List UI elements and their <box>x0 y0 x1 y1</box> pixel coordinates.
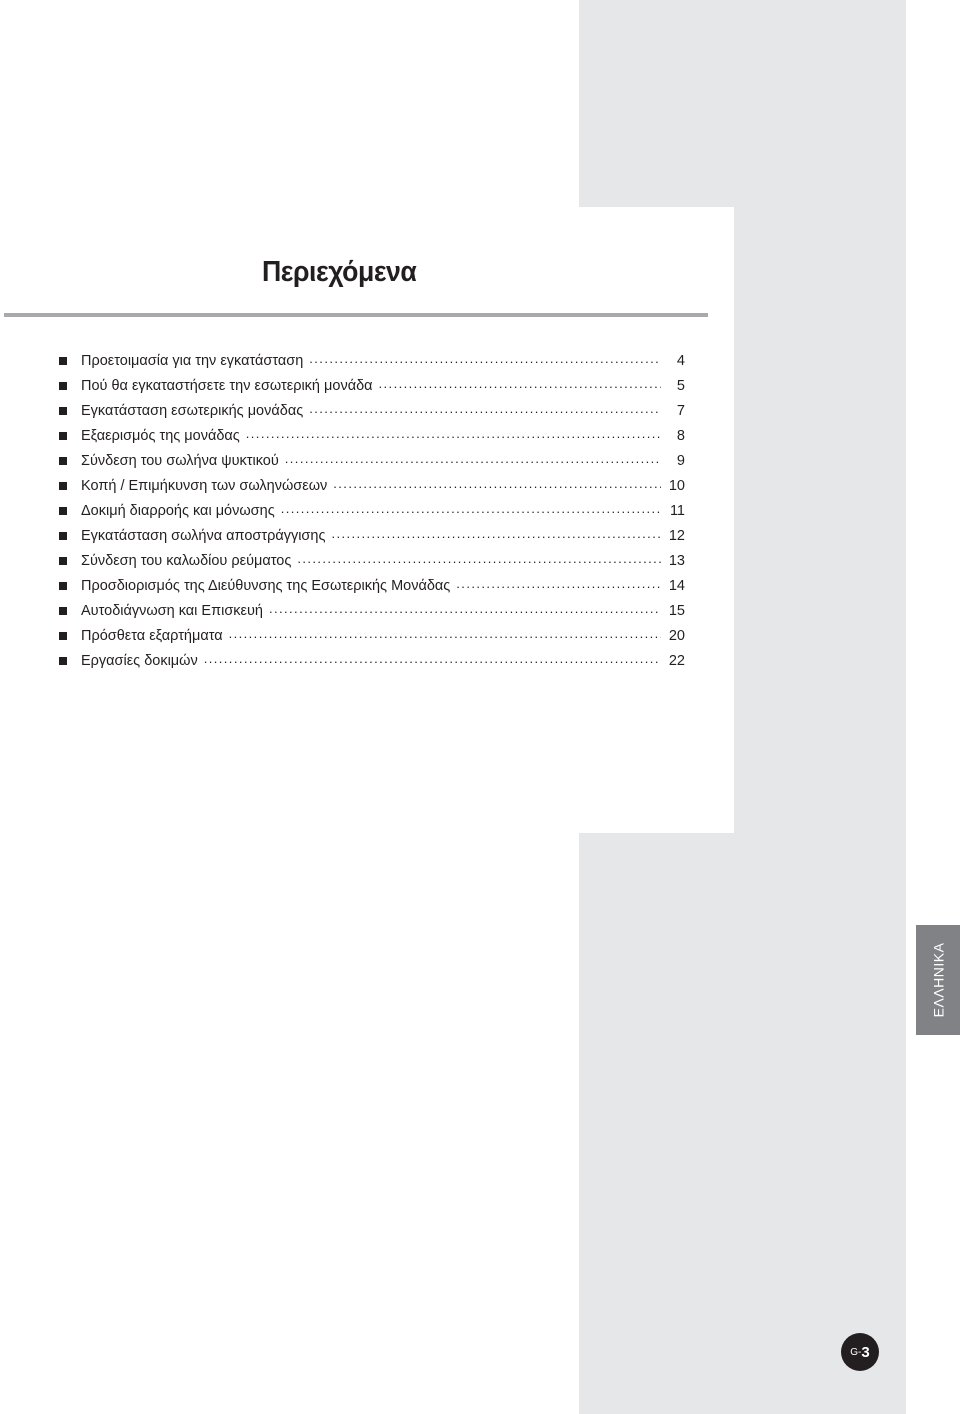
dot-leader <box>309 402 661 415</box>
dot-leader <box>269 602 661 615</box>
toc-item-page: 9 <box>676 452 685 469</box>
toc-item[interactable] <box>59 473 685 498</box>
square-bullet-icon <box>59 457 67 465</box>
toc-item-page: 12 <box>668 527 685 544</box>
language-tab-label: ΕΛΛΗΝΙΚΑ <box>930 942 947 1018</box>
toc-item[interactable] <box>59 448 685 473</box>
toc-item-label: Πρόσθετα εξαρτήματα <box>81 627 223 644</box>
dot-leader <box>204 652 661 665</box>
toc-item-page: 14 <box>668 577 685 594</box>
square-bullet-icon <box>59 632 67 640</box>
toc-item[interactable] <box>59 348 685 373</box>
dot-leader <box>456 577 661 590</box>
toc-item-label: Αυτοδιάγνωση και Επισκευή <box>81 602 263 619</box>
toc-item-page: 5 <box>676 377 685 394</box>
toc-item-page: 10 <box>668 477 685 494</box>
page-number-badge <box>841 1333 879 1371</box>
dot-leader <box>333 477 661 490</box>
toc-item-page: 22 <box>668 652 685 669</box>
toc-item[interactable] <box>59 548 685 573</box>
toc-item-label: Σύνδεση του καλωδίου ρεύματος <box>81 552 292 569</box>
toc-item-label: Πού θα εγκαταστήσετε την εσωτερική μονάδα <box>81 377 373 394</box>
square-bullet-icon <box>59 557 67 565</box>
toc-item-page: 20 <box>668 627 685 644</box>
toc-item-page: 11 <box>669 502 685 519</box>
toc-item-label: Εγκατάσταση σωλήνα αποστράγγισης <box>81 527 326 544</box>
title-divider <box>4 313 708 317</box>
toc-item-page: 8 <box>676 427 685 444</box>
toc-item-label: Εργασίες δοκιμών <box>81 652 198 669</box>
dot-leader <box>379 377 661 390</box>
dot-leader <box>309 352 661 365</box>
toc-item-page: 13 <box>668 552 685 569</box>
page-title: Περιεχόμενα <box>262 256 417 288</box>
square-bullet-icon <box>59 432 67 440</box>
toc-item[interactable] <box>59 498 685 523</box>
page-number: 3 <box>861 1343 870 1361</box>
dot-leader <box>285 452 661 465</box>
toc-item-label: Προετοιμασία για την εγκατάσταση <box>81 352 304 369</box>
toc-item[interactable] <box>59 373 685 398</box>
square-bullet-icon <box>59 357 67 365</box>
dot-leader <box>297 552 661 565</box>
square-bullet-icon <box>59 507 67 515</box>
square-bullet-icon <box>59 382 67 390</box>
square-bullet-icon <box>59 582 67 590</box>
square-bullet-icon <box>59 482 67 490</box>
toc-item-label: Κοπή / Επιμήκυνση των σωληνώσεων <box>81 477 328 494</box>
toc-item-label: Εξαερισμός της μονάδας <box>81 427 240 444</box>
toc-item-page: 15 <box>668 602 685 619</box>
language-tab <box>916 925 960 1035</box>
toc-item[interactable] <box>59 598 685 623</box>
toc-item-label: Σύνδεση του σωλήνα ψυκτικού <box>81 452 279 469</box>
square-bullet-icon <box>59 532 67 540</box>
toc-item[interactable] <box>59 523 685 548</box>
square-bullet-icon <box>59 607 67 615</box>
dot-leader <box>246 427 661 440</box>
toc-item[interactable] <box>59 423 685 448</box>
dot-leader <box>229 627 661 640</box>
toc-item-label: Δοκιμή διαρροής και μόνωσης <box>81 502 275 519</box>
toc-item[interactable] <box>59 398 685 423</box>
toc-item[interactable] <box>59 623 685 648</box>
toc-item[interactable] <box>59 573 685 598</box>
table-of-contents <box>59 348 685 673</box>
dot-leader <box>281 502 661 515</box>
toc-item-label: Εγκατάσταση εσωτερικής μονάδας <box>81 402 304 419</box>
toc-item-page: 4 <box>676 352 685 369</box>
toc-item[interactable] <box>59 648 685 673</box>
page-number-prefix: G- <box>850 1346 862 1358</box>
square-bullet-icon <box>59 657 67 665</box>
square-bullet-icon <box>59 407 67 415</box>
dot-leader <box>331 527 661 540</box>
toc-item-label: Προσδιορισμός της Διεύθυνσης της Εσωτερικής Μονάδας <box>81 577 451 594</box>
toc-item-page: 7 <box>676 402 685 419</box>
